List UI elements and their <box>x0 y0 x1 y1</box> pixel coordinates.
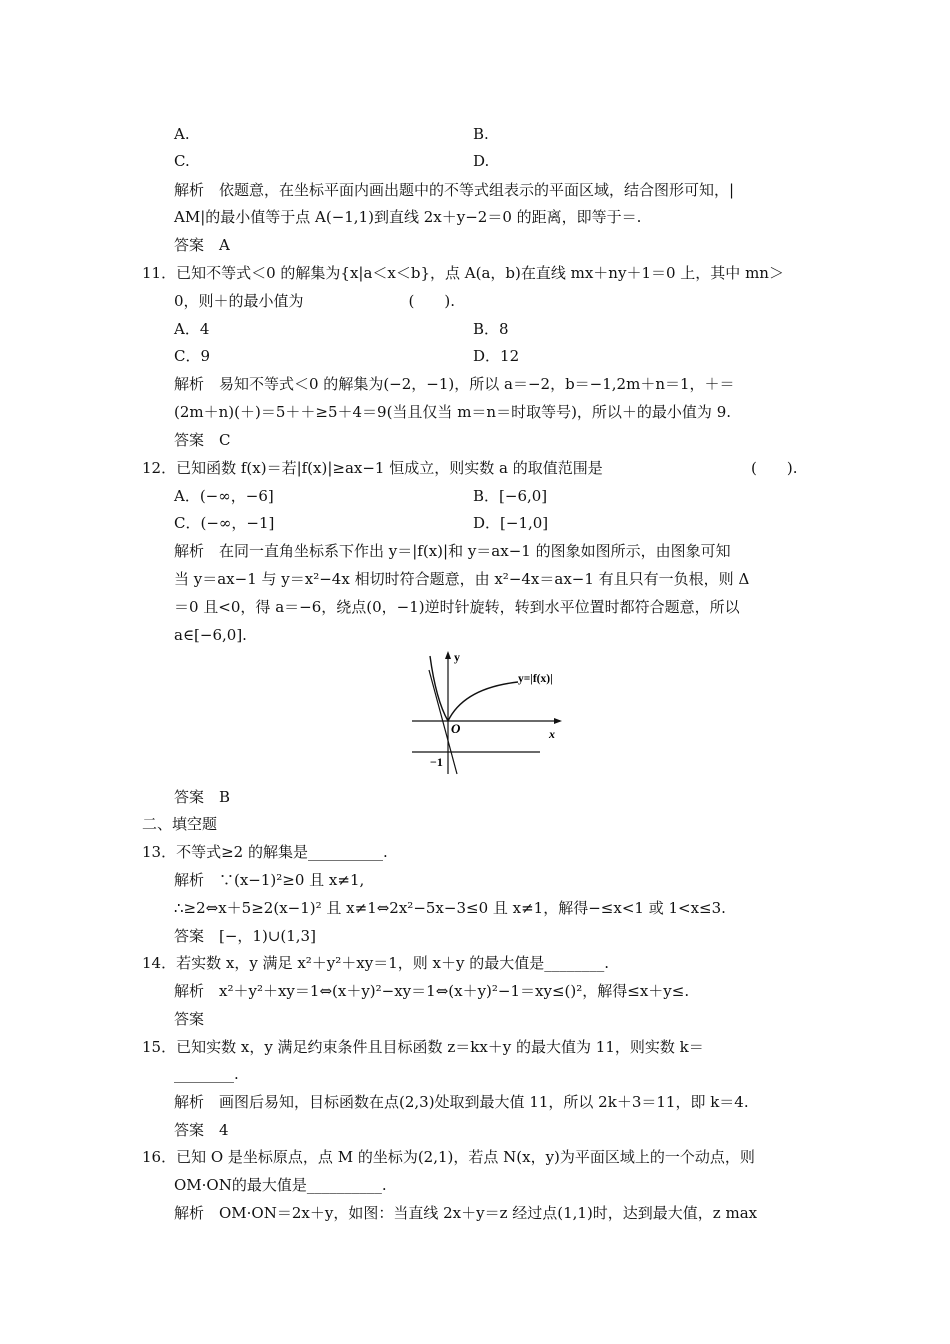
section-heading: 二、填空题 <box>142 815 218 833</box>
q11-option-d: D．12 <box>473 347 520 365</box>
q12-solution-line-1: 解析 在同一直角坐标系下作出 y＝|f(x)|和 y＝ax−1 的图象如图所示，由图象可知 <box>174 542 731 560</box>
q12-stem: 12．已知函数 f(x)＝若|f(x)|≥ax−1 恒成立，则实数 a 的取值范围是 <box>142 459 603 477</box>
q12-answer-paren: ( ). <box>751 459 798 477</box>
q16-solution-line-1: 解析 OM·ON＝2x＋y，如图：当直线 2x＋y＝z 经过点(1,1)时，达到最大值，z max <box>174 1204 758 1222</box>
curve-right-branch <box>448 682 518 721</box>
q11-option-a: A．4 <box>174 320 210 338</box>
q16-stem-line-2: OM·ON的最大值是__________. <box>174 1176 387 1194</box>
q10-solution-line-2: AM|的最小值等于点 A(−1,1)到直线 2x＋y−2＝0 的距离，即等于＝. <box>174 208 642 226</box>
q12-option-a: A．(−∞，−6] <box>174 487 274 505</box>
curve-label: y=|f(x)| <box>518 673 553 685</box>
x-axis-label: x <box>549 727 555 741</box>
x-axis-arrow-icon <box>554 718 562 724</box>
q12-option-d: D．[−1,0] <box>473 514 549 532</box>
q14-solution-line-1: 解析 x²＋y²＋xy＝1⇔(x＋y)²−xy＝1⇔(x＋y)²−1＝xy≤()²，解得≤x＋y≤. <box>174 982 690 1000</box>
q11-answer: 答案 C <box>174 431 231 449</box>
q10-option-c: C. <box>174 152 190 170</box>
q15-answer: 答案 4 <box>174 1121 229 1139</box>
q11-option-b: B．8 <box>473 320 509 338</box>
q10-option-d: D. <box>473 152 490 170</box>
q14-stem: 14．若实数 x，y 满足 x²＋y²＋xy＝1，则 x＋y 的最大值是________. <box>142 954 610 972</box>
y-axis-label: y <box>454 650 460 664</box>
q12-function-graph <box>408 648 568 782</box>
q11-stem-line-2: 0，则＋的最小值为 ( ). <box>174 292 456 310</box>
q14-answer: 答案 <box>174 1010 205 1028</box>
q10-solution-line-1: 解析 依题意，在坐标平面内画出题中的不等式组表示的平面区域，结合图形可知，| <box>174 181 735 199</box>
q12-option-c: C．(−∞，−1] <box>174 514 275 532</box>
q12-solution-line-3: ＝0 且<0，得 a＝−6，绕点(0，−1)逆时针旋转，转到水平位置时都符合题意，所以 <box>174 598 740 616</box>
q15-stem-line-2: ________. <box>174 1065 239 1083</box>
q10-option-b: B. <box>473 125 489 143</box>
q12-solution-line-2: 当 y＝ax−1 与 y＝x²−4x 相切时符合题意，由 x²−4x＝ax−1 有且只有一负根，则 Δ <box>174 570 750 588</box>
q12-answer: 答案 B <box>174 788 231 806</box>
q10-option-a: A. <box>174 125 190 143</box>
q11-option-c: C．9 <box>174 347 211 365</box>
q11-solution-line-1: 解析 易知不等式＜0 的解集为(−2，−1)，所以 a＝−2，b＝−1,2m＋n＝1，＋＝ <box>174 375 735 393</box>
y-axis-arrow-icon <box>445 651 451 659</box>
tick-label-minus-one: −1 <box>430 755 443 769</box>
q15-stem-line-1: 15．已知实数 x，y 满足约束条件且目标函数 z＝kx＋y 的最大值为 11，则实数 k＝ <box>142 1038 704 1056</box>
q13-solution-line-2: ∴≥2⇔x＋5≥2(x−1)² 且 x≠1⇔2x²−5x−3≤0 且 x≠1，解得−≤x<1 或 1<x≤3. <box>174 899 726 917</box>
q13-answer: 答案 [−，1)∪(1,3] <box>174 927 316 945</box>
q12-option-b: B．[−6,0] <box>473 487 548 505</box>
graph-svg <box>408 648 568 778</box>
q12-solution-line-4: a∈[−6,0]. <box>174 626 247 644</box>
q13-solution-line-1: 解析 ∵(x−1)²≥0 且 x≠1, <box>174 871 365 889</box>
q13-stem: 13．不等式≥2 的解集是__________. <box>142 843 388 861</box>
q10-answer: 答案 A <box>174 236 230 254</box>
curve-left-branch <box>430 656 448 721</box>
q16-stem-line-1: 16．已知 O 是坐标原点，点 M 的坐标为(2,1)，若点 N(x，y)为平面区域上的一个动点，则 <box>142 1148 755 1166</box>
q11-stem-line-1: 11．已知不等式＜0 的解集为{x|a＜x＜b}，点 A(a，b)在直线 mx＋ny＋1＝0 上，其中 mn＞ <box>142 264 784 282</box>
q15-solution-line-1: 解析 画图后易知，目标函数在点(2,3)处取到最大值 11，所以 2k＋3＝11，即 k＝4. <box>174 1093 749 1111</box>
origin-label: O <box>451 721 461 736</box>
q11-solution-line-2: (2m＋n)(＋)＝5＋＋≥5＋4＝9(当且仅当 m＝n＝时取等号)，所以＋的最小值为 9. <box>174 403 732 421</box>
